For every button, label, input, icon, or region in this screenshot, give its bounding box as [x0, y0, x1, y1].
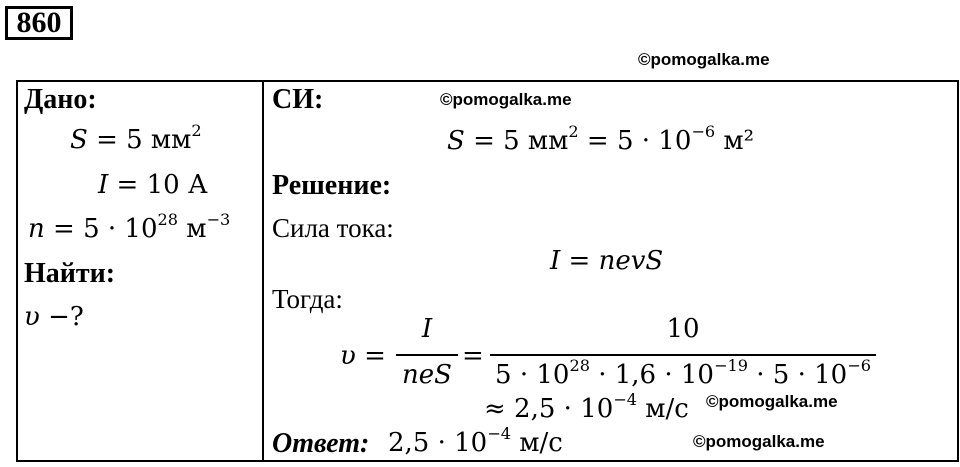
si-conversion: S = 5 $мм^2 = 5 \cdot 10^{-6}$ м²	[447, 121, 755, 156]
given-concentration: $n = 5 \cdot 10^{28}$ $м^{-3}$	[28, 209, 231, 244]
solution-header: Решение:	[272, 170, 392, 201]
fraction-numeric	[490, 312, 876, 392]
fraction-bar	[490, 354, 876, 356]
velocity-result: ≈ $2,5 \cdot 10^{-4}$ м/с	[484, 389, 689, 424]
problem-number: 860	[5, 6, 73, 40]
given-current: I = 10 А	[98, 170, 208, 200]
fraction-numerator: I	[421, 314, 433, 344]
fraction-formula	[396, 312, 458, 392]
si-header: СИ:	[272, 84, 324, 115]
current-formula: I = nevS	[550, 246, 664, 276]
then-text: Тогда:	[272, 284, 343, 314]
velocity-lhs: υ =	[340, 341, 386, 371]
find-header: Найти:	[24, 258, 116, 289]
given-area: S = 5 $мм^2$	[70, 120, 202, 155]
answer-label: Ответ:	[272, 428, 370, 459]
given-header: Дано:	[24, 84, 97, 115]
fraction-denominator: neS	[402, 360, 452, 390]
equals-sign: =	[462, 341, 484, 371]
current-text: Сила тока:	[272, 213, 394, 243]
watermark: ©pomogalka.me	[638, 50, 770, 69]
watermark: ©pomogalka.me	[440, 90, 572, 109]
fraction-bar	[396, 354, 458, 356]
find-velocity: υ −?	[24, 302, 84, 332]
fraction-denominator: $5 \cdot 10^{28} \cdot 1,6 \cdot 10^{-19} \cdot 5 \cdot 10^{-6}$	[495, 355, 871, 390]
watermark: ©pomogalka.me	[706, 392, 838, 411]
watermark: ©pomogalka.me	[693, 432, 825, 451]
answer-value: $2,5 \cdot 10^{-4}$ м/с	[388, 423, 563, 458]
column-divider	[262, 80, 264, 462]
fraction-numerator: 10	[666, 314, 700, 344]
